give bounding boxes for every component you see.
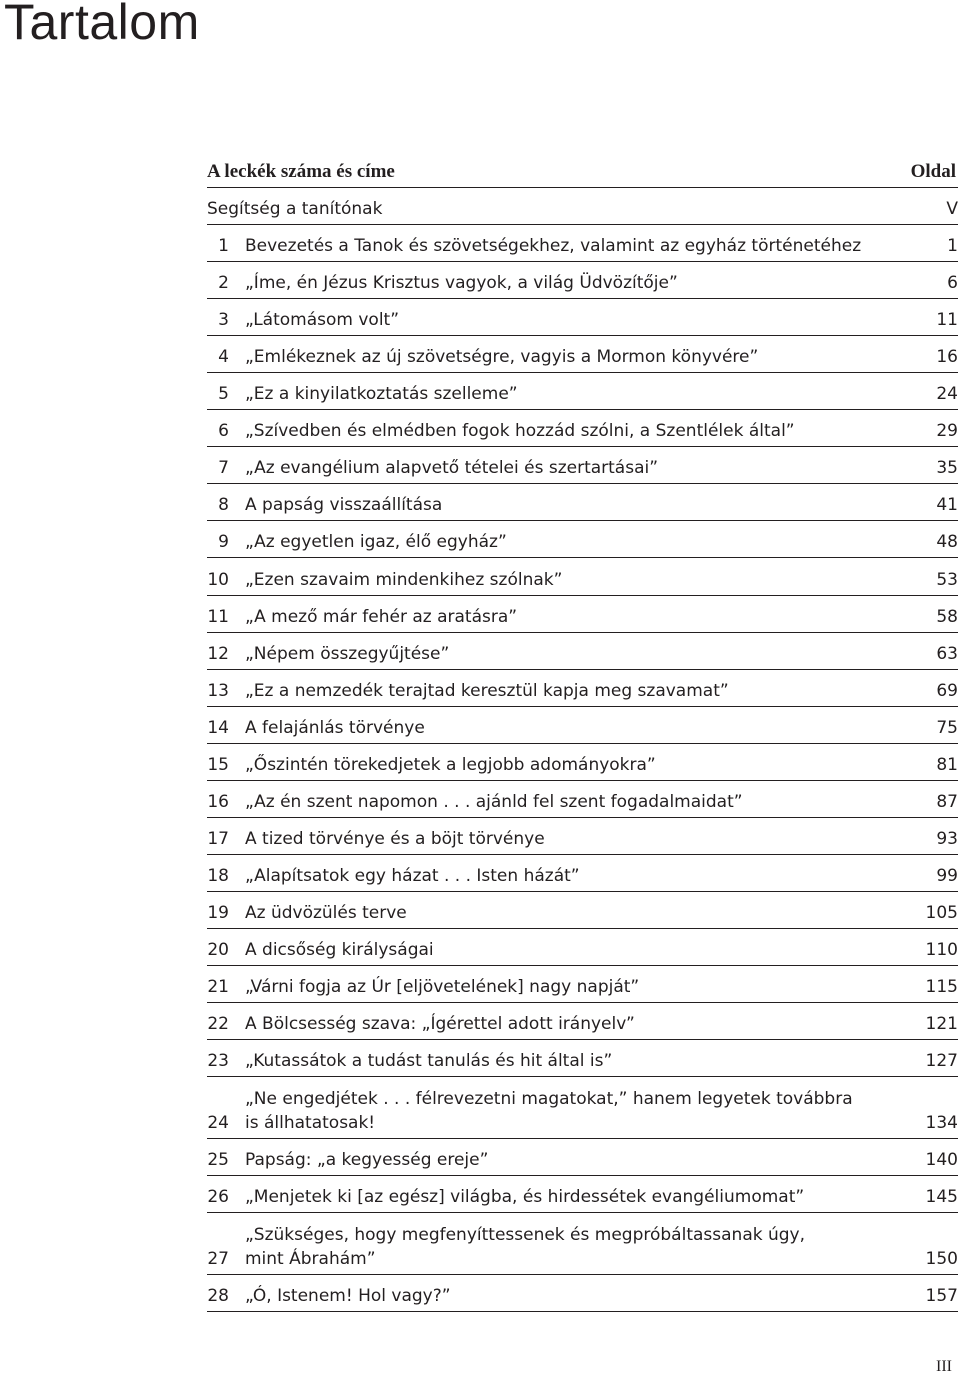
toc-row-number: 23	[207, 1051, 229, 1072]
toc-header	[207, 152, 958, 188]
toc-row-title: „Ne engedjétek . . . félrevezetni magatokat,” hanem legyetek továbbra is állhatatosak!	[245, 1089, 853, 1134]
toc-row[interactable]	[207, 818, 958, 855]
toc-row-page: V	[946, 199, 958, 220]
toc-row-number: 6	[218, 421, 229, 442]
toc-row-title: „Népem összegyűjtése”	[245, 643, 450, 664]
toc-row-page: 121	[925, 1014, 958, 1035]
toc-row-intro[interactable]	[207, 188, 958, 225]
toc-row[interactable]	[207, 781, 958, 818]
toc-row-title: „Szívedben és elmédben fogok hozzád szólni, a Szentlélek által”	[245, 421, 795, 442]
toc-row-number: 4	[218, 347, 229, 368]
toc-row-number: 19	[207, 902, 229, 923]
toc-row[interactable]	[207, 596, 958, 633]
toc-row-number: 28	[207, 1286, 229, 1307]
toc-row[interactable]	[207, 892, 958, 929]
toc-row-title: A Bölcsesség szava: „Ígérettel adott irányelv”	[245, 1014, 635, 1035]
toc-row[interactable]	[207, 558, 958, 595]
toc-row[interactable]	[207, 410, 958, 447]
toc-row[interactable]	[207, 373, 958, 410]
toc-row-page: 53	[936, 569, 958, 590]
toc-header-lessons: A leckék száma és címe	[207, 161, 395, 182]
toc-row-title: „Ó, Istenem! Hol vagy?”	[245, 1286, 451, 1307]
toc-row-title: „Ez a kinyilatkoztatás szelleme”	[245, 384, 518, 405]
toc-row[interactable]	[207, 521, 958, 558]
toc-row-title: Az üdvözülés terve	[245, 902, 407, 923]
toc-row-page: 29	[936, 421, 958, 442]
toc-row-number: 27	[207, 1249, 229, 1270]
toc-row-page: 6	[947, 273, 958, 294]
toc-row-title: „Ezen szavaim mindenkihez szólnak”	[245, 569, 563, 590]
toc-row[interactable]	[207, 670, 958, 707]
toc-row[interactable]	[207, 633, 958, 670]
toc-row-title: „Látomásom volt”	[245, 310, 400, 331]
toc-row-page: 48	[936, 532, 958, 553]
toc-row-number: 15	[207, 754, 229, 775]
toc-row-page: 105	[925, 902, 958, 923]
toc-row-title: Papság: „a kegyesség ereje”	[245, 1150, 489, 1171]
toc-row-title: „Menjetek ki [az egész] világba, és hirdessétek evangéliumomat”	[245, 1187, 805, 1208]
toc-row-number: 17	[207, 828, 229, 849]
table-of-contents	[207, 152, 958, 1312]
toc-row-number: 22	[207, 1014, 229, 1035]
toc-row-number: 10	[207, 569, 229, 590]
toc-row[interactable]	[207, 1213, 958, 1275]
toc-row-title: „Íme, én Jézus Krisztus vagyok, a világ Üdvözítője”	[245, 273, 678, 294]
toc-row-number: 9	[218, 532, 229, 553]
toc-row-title: „Várni fogja az Úr [eljövetelének] nagy napját”	[245, 977, 640, 998]
toc-row[interactable]	[207, 447, 958, 484]
toc-row-page: 110	[925, 939, 958, 960]
toc-header-page: Oldal	[910, 161, 956, 182]
toc-row-page: 63	[936, 643, 958, 664]
page-title: Tartalom	[4, 0, 200, 50]
toc-row[interactable]	[207, 484, 958, 521]
toc-row-title: A tized törvénye és a böjt törvénye	[245, 828, 545, 849]
toc-row-page: 81	[936, 754, 958, 775]
toc-row[interactable]	[207, 929, 958, 966]
toc-row-title: A dicsőség királyságai	[245, 939, 434, 960]
toc-row-page: 41	[936, 495, 958, 516]
toc-row-title: „A mező már fehér az aratásra”	[245, 606, 518, 627]
toc-row-number: 3	[218, 310, 229, 331]
toc-row-number: 24	[207, 1113, 229, 1134]
toc-row-page: 35	[936, 458, 958, 479]
toc-row[interactable]	[207, 1139, 958, 1176]
toc-row-number: 11	[207, 606, 229, 627]
toc-row-title: Segítség a tanítónak	[207, 199, 383, 220]
toc-row[interactable]	[207, 1077, 958, 1139]
toc-row-page: 1	[947, 236, 958, 257]
toc-row-number: 25	[207, 1150, 229, 1171]
toc-row-number: 5	[218, 384, 229, 405]
toc-row[interactable]	[207, 299, 958, 336]
toc-row-page: 24	[936, 384, 958, 405]
toc-row-page: 134	[925, 1113, 958, 1134]
toc-row-number: 16	[207, 791, 229, 812]
toc-row-title: A felajánlás törvénye	[245, 717, 425, 738]
toc-row-number: 18	[207, 865, 229, 886]
toc-row-page: 157	[925, 1286, 958, 1307]
toc-row-title: „Emlékeznek az új szövetségre, vagyis a Mormon könyvére”	[245, 347, 759, 368]
toc-row[interactable]	[207, 262, 958, 299]
toc-row-number: 13	[207, 680, 229, 701]
toc-row[interactable]	[207, 1003, 958, 1040]
toc-row-title: Bevezetés a Tanok és szövetségekhez, valamint az egyház történetéhez	[245, 236, 862, 257]
toc-row-number: 12	[207, 643, 229, 664]
toc-row-number: 21	[207, 977, 229, 998]
toc-row-number: 1	[218, 236, 229, 257]
toc-row-number: 14	[207, 717, 229, 738]
toc-row-number: 2	[218, 273, 229, 294]
toc-row-title: „Az egyetlen igaz, élő egyház”	[245, 532, 507, 553]
toc-row-page: 93	[936, 828, 958, 849]
toc-row[interactable]	[207, 744, 958, 781]
toc-row-number: 8	[218, 495, 229, 516]
toc-row[interactable]	[207, 707, 958, 744]
toc-row-page: 69	[936, 680, 958, 701]
toc-row[interactable]	[207, 1275, 958, 1312]
toc-row-title: „Őszintén törekedjetek a legjobb adományokra”	[245, 754, 656, 775]
toc-row-page: 75	[936, 717, 958, 738]
toc-row-page: 140	[925, 1150, 958, 1171]
toc-row-page: 150	[925, 1249, 958, 1270]
toc-row[interactable]	[207, 855, 958, 892]
toc-row-title: „Ez a nemzedék terajtad keresztül kapja meg szavamat”	[245, 680, 729, 701]
toc-row-page: 127	[925, 1051, 958, 1072]
toc-rows	[207, 225, 958, 1312]
toc-row-number: 7	[218, 458, 229, 479]
toc-row-title: „Kutassátok a tudást tanulás és hit által is”	[245, 1051, 613, 1072]
toc-row-title: „Alapítsatok egy házat . . . Isten házát”	[245, 865, 580, 886]
toc-row-page: 87	[936, 791, 958, 812]
toc-row-page: 99	[936, 865, 958, 886]
toc-row[interactable]	[207, 966, 958, 1003]
toc-row[interactable]	[207, 225, 958, 262]
toc-row-page: 145	[925, 1187, 958, 1208]
toc-row-page: 11	[936, 310, 958, 331]
toc-row-number: 20	[207, 939, 229, 960]
toc-row-title: „Az én szent napomon . . . ajánld fel szent fogadalmaidat”	[245, 791, 743, 812]
toc-row[interactable]	[207, 1176, 958, 1213]
page-number: III	[936, 1358, 952, 1375]
toc-row-title: A papság visszaállítása	[245, 495, 443, 516]
toc-row-title: „Szükséges, hogy megfenyíttessenek és megpróbáltassanak úgy, mint Ábrahám”	[245, 1225, 806, 1270]
toc-row-page: 58	[936, 606, 958, 627]
toc-row[interactable]	[207, 1040, 958, 1077]
toc-row-page: 16	[936, 347, 958, 368]
toc-row-page: 115	[925, 977, 958, 998]
toc-row-number: 26	[207, 1187, 229, 1208]
toc-row[interactable]	[207, 336, 958, 373]
toc-row-title: „Az evangélium alapvető tételei és szertartásai”	[245, 458, 659, 479]
